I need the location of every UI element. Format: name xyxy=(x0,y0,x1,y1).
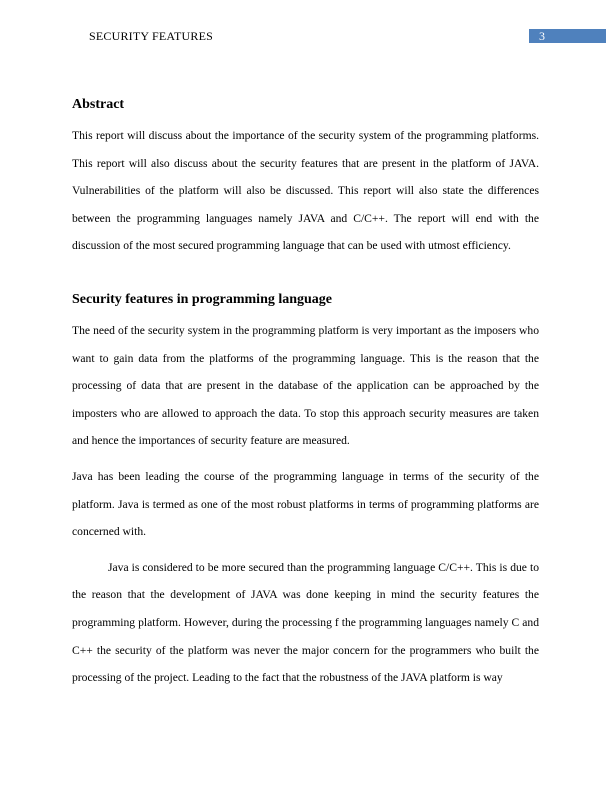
section-paragraph-3: Java is considered to be more secured than the programming language C/C++. This is due to the reason that the development of JAVA was done keeping in mind the security features the programming platform. However, during the processing f the programming languages namely C and C++ the security of the platform was never the major concern for the programmers who built the processing of the project. Leading to the fact that the robustness of the JAVA platform is way xyxy=(72,560,539,685)
section-paragraph-1: The need of the security system in the programming platform is very important as the imposers who want to gain data from the platforms of the programming language. This is the reason that the processing of data that are present in the database of the application can be approached by the imposters who are allowed to approach the data. To stop this approach security measures are taken and hence the importances of security feature are measured. xyxy=(72,323,539,448)
page-number-box xyxy=(529,29,606,43)
running-head: SECURITY FEATURES xyxy=(89,29,213,43)
abstract-heading: Abstract xyxy=(72,97,125,112)
abstract-paragraph: This report will discuss about the importance of the security system of the programming platforms. This report will also discuss about the security features that are present in the platform of JAVA. Vulnerabilities of the platform will also be discussed. This report will also state the differences between the programming languages namely JAVA and C/C++. The report will end with the discussion of the most secured programming language that can be used with utmost efficiency. xyxy=(72,129,539,253)
section-paragraph-2: Java has been leading the course of the programming language in terms of the security of the platform. Java is termed as one of the most robust platforms in terms of programming platforms are concerned with. xyxy=(72,469,539,539)
section-heading: Security features in programming language xyxy=(72,291,333,307)
page-number: 3 xyxy=(539,29,545,43)
document-body xyxy=(72,95,539,692)
